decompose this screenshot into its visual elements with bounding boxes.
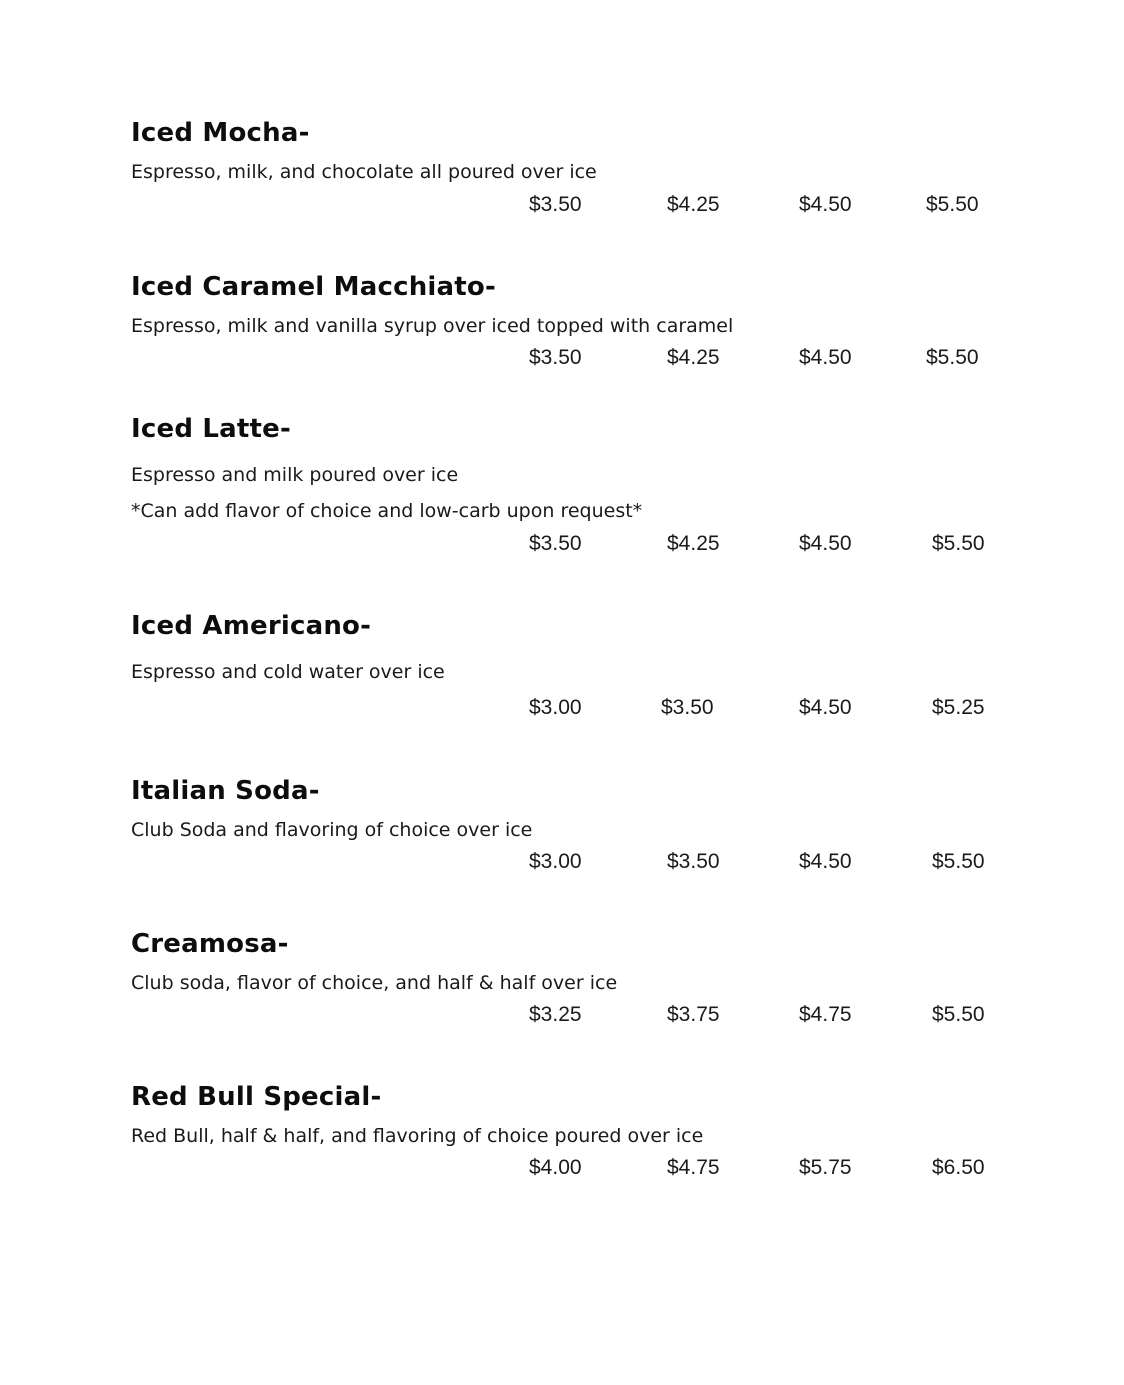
price-small: $3.50 [529, 193, 582, 216]
price-medium: $4.25 [667, 346, 720, 369]
item-title: Red Bull Special- [131, 1082, 382, 1112]
price-medium: $4.75 [667, 1156, 720, 1179]
item-title: Iced Americano- [131, 611, 372, 641]
item-description: Espresso, milk, and chocolate all poured over ice [131, 161, 597, 183]
item-title: Creamosa- [131, 929, 289, 959]
price-medium: $3.75 [667, 1003, 720, 1026]
price-medium: $3.50 [667, 850, 720, 873]
price-large: $4.50 [799, 850, 852, 873]
price-small: $3.00 [529, 850, 582, 873]
item-note: *Can add flavor of choice and low-carb upon request* [131, 500, 643, 522]
item-description: Club Soda and flavoring of choice over ice [131, 819, 533, 841]
price-large: $4.50 [799, 696, 852, 719]
item-description: Red Bull, half & half, and flavoring of choice poured over ice [131, 1125, 704, 1147]
price-large: $4.50 [799, 532, 852, 555]
item-title: Iced Latte- [131, 414, 291, 444]
item-description: Espresso and cold water over ice [131, 661, 445, 683]
price-large: $4.50 [799, 346, 852, 369]
price-extra-large: $5.50 [926, 193, 979, 216]
price-large: $4.50 [799, 193, 852, 216]
item-description: Espresso and milk poured over ice [131, 464, 459, 486]
price-extra-large: $5.50 [932, 850, 985, 873]
price-extra-large: $5.50 [926, 346, 979, 369]
price-large: $5.75 [799, 1156, 852, 1179]
price-extra-large: $5.50 [932, 532, 985, 555]
item-description: Club soda, flavor of choice, and half & half over ice [131, 972, 618, 994]
price-small: $3.50 [529, 346, 582, 369]
item-title: Iced Caramel Macchiato- [131, 272, 496, 302]
price-small: $3.25 [529, 1003, 582, 1026]
item-title: Iced Mocha- [131, 118, 310, 148]
price-small: $3.00 [529, 696, 582, 719]
price-extra-large: $6.50 [932, 1156, 985, 1179]
price-medium: $4.25 [667, 193, 720, 216]
price-small: $4.00 [529, 1156, 582, 1179]
price-extra-large: $5.25 [932, 696, 985, 719]
item-description: Espresso, milk and vanilla syrup over iced topped with caramel [131, 315, 734, 337]
price-small: $3.50 [529, 532, 582, 555]
price-medium: $4.25 [667, 532, 720, 555]
item-title: Italian Soda- [131, 776, 320, 806]
price-medium: $3.50 [661, 696, 714, 719]
price-extra-large: $5.50 [932, 1003, 985, 1026]
price-large: $4.75 [799, 1003, 852, 1026]
